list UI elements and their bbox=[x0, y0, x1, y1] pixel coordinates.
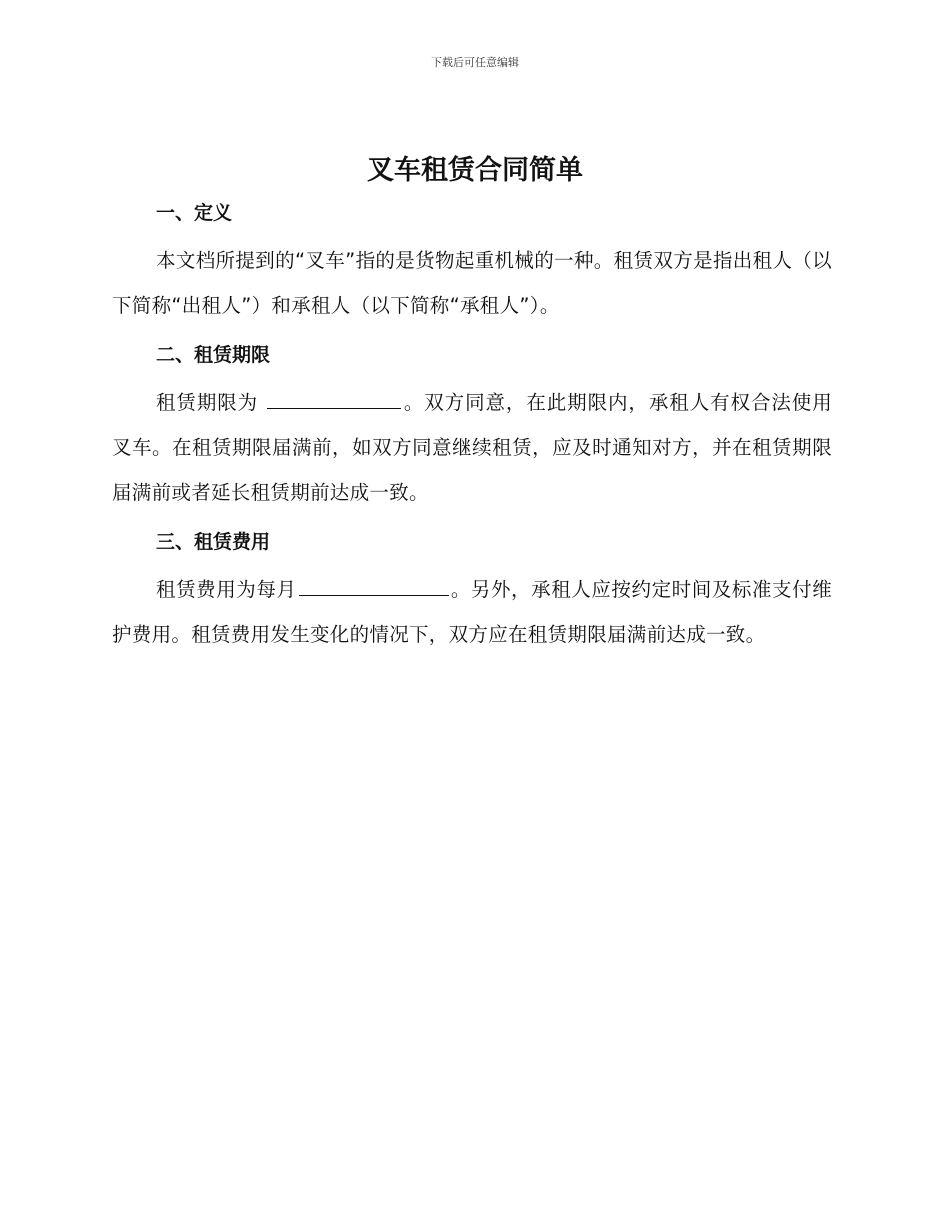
lease-term-blank-field[interactable] bbox=[267, 388, 401, 409]
lease-fee-text-after: 。另外，承租人应按约定时间及标准支付维护费用。租赁费用发生变化的情况下，双方应在租赁期限届满前达成一致。 bbox=[112, 578, 832, 646]
document-title: 叉车租赁合同简单 bbox=[367, 155, 583, 186]
lease-term-text-after: 。双方同意，在此期限内，承租人有权合法使用叉车。在租赁期限届满前，如双方同意继续租赁，应及时通知对方，并在租赁期限届满前或者延长租赁期前达成一致。 bbox=[112, 391, 832, 504]
section-body-lease-fee bbox=[112, 567, 832, 657]
document-body bbox=[112, 196, 832, 657]
section-heading-definition: 一、定义 bbox=[156, 202, 233, 224]
section-heading-lease-fee: 三、租赁费用 bbox=[156, 531, 271, 553]
section-body-definition: 本文档所提到的“叉车”指的是货物起重机械的一种。租赁双方是指出租人（以下简称“出租人”）和承租人（以下简称“承租人”）。 bbox=[112, 249, 832, 317]
lease-term-text-before: 租赁期限为 bbox=[156, 391, 266, 414]
section-body-lease-term bbox=[112, 380, 832, 515]
section-heading-lease-term: 二、租赁期限 bbox=[156, 344, 271, 366]
lease-fee-blank-field[interactable] bbox=[299, 575, 449, 596]
header-note: 下载后可任意编辑 bbox=[431, 56, 519, 69]
lease-fee-text-before: 租赁费用为每月 bbox=[156, 578, 297, 601]
